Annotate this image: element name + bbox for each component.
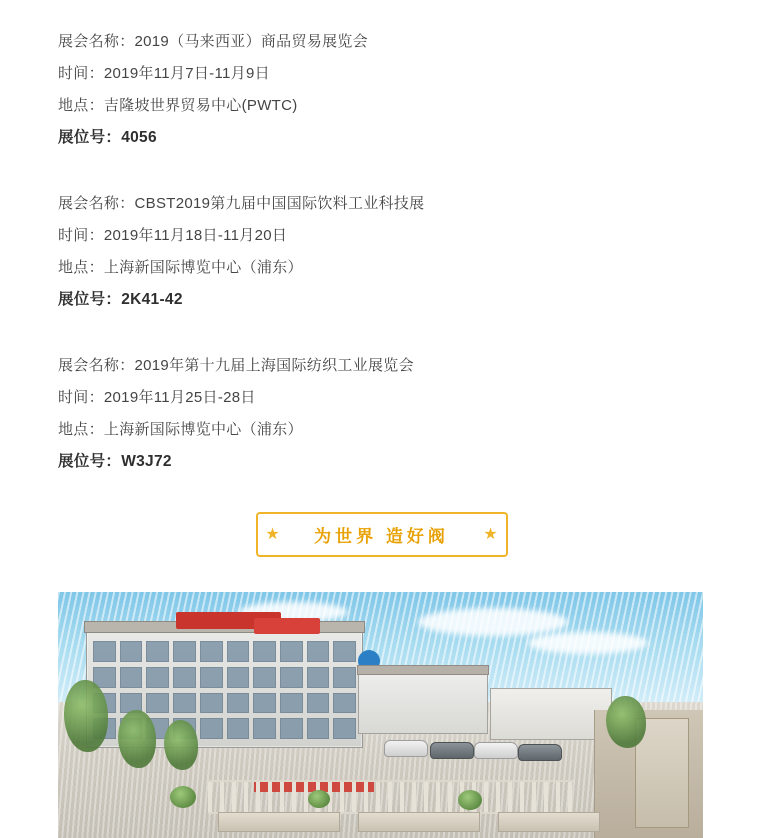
- exhibition-name: 展会名称：CBST2019第九届中国国际饮料工业科技展: [58, 195, 425, 212]
- factory-illustration: [58, 592, 703, 838]
- parked-car: [518, 744, 562, 761]
- slogan-box: [256, 512, 508, 557]
- exhibition-name: 展会名称：2019（马来西亚）商品贸易展览会: [58, 33, 368, 50]
- parked-car: [474, 742, 518, 759]
- star-icon: ★: [483, 525, 498, 543]
- parked-car: [430, 742, 474, 759]
- cloud: [528, 632, 648, 654]
- secondary-building: [358, 670, 488, 734]
- cloud: [418, 608, 568, 636]
- bush: [308, 790, 330, 808]
- exhibition-place: 地点：吉隆坡世界贸易中心(PWTC): [58, 97, 298, 114]
- exhibition-entry: [58, 188, 705, 316]
- window-row: [93, 667, 356, 688]
- exhibition-place: 地点：上海新国际博览中心（浦东）: [58, 421, 303, 438]
- exhibition-entry: [58, 26, 705, 154]
- tree: [64, 680, 108, 752]
- parked-car: [384, 740, 428, 757]
- tree: [118, 710, 156, 768]
- exhibition-time: 时间：2019年11月7日-11月9日: [58, 65, 270, 82]
- fence: [208, 780, 573, 814]
- tree: [164, 720, 198, 770]
- exhibition-booth: 展位号：W3J72: [58, 453, 172, 470]
- exhibition-booth: 展位号：2K41-42: [58, 291, 183, 308]
- roof: [357, 665, 489, 675]
- window-row: [93, 641, 356, 662]
- star-icon: ★: [265, 525, 280, 543]
- exhibition-time: 时间：2019年11月18日-11月20日: [58, 227, 288, 244]
- planter: [358, 812, 480, 832]
- tree: [606, 696, 646, 748]
- exhibition-time: 时间：2019年11月25日-28日: [58, 389, 256, 406]
- slogan-banner: [58, 512, 705, 557]
- exhibition-place: 地点：上海新国际博览中心（浦东）: [58, 259, 303, 276]
- exhibition-booth: 展位号：4056: [58, 129, 157, 146]
- exhibition-entry: [58, 350, 705, 478]
- bush: [458, 790, 482, 810]
- building-sign-secondary: [254, 618, 320, 634]
- planter: [218, 812, 340, 832]
- planter: [498, 812, 600, 832]
- bush: [170, 786, 196, 808]
- slogan-text: 为世界 造好阀: [314, 527, 449, 546]
- exhibition-name: 展会名称：2019年第十九届上海国际纺织工业展览会: [58, 357, 414, 374]
